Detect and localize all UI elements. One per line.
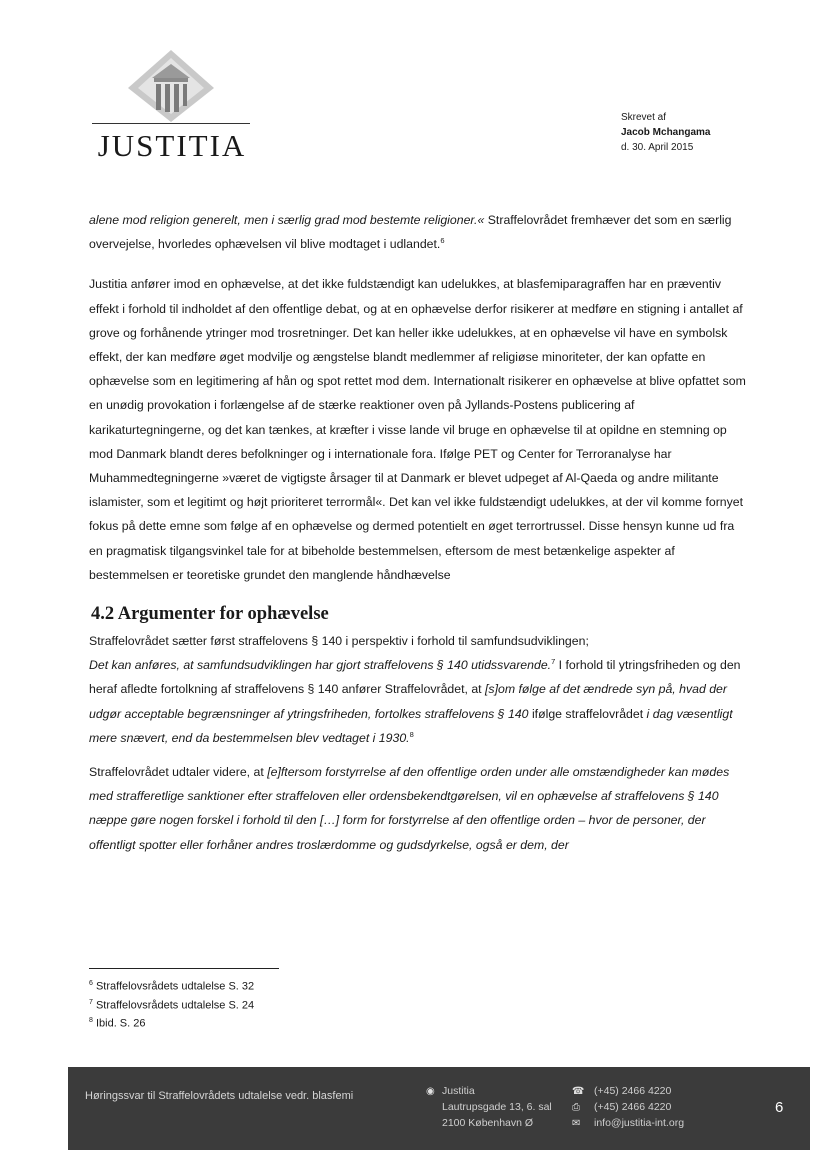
footer-contact bbox=[572, 1083, 684, 1131]
paragraph-2: Justitia anfører imod en ophævelse, at det ikke fuldstændigt kan udelukkes, at blasfemiparagraffen har en præventiv effekt i forhold til indholdet af den offentlige debat, og at en ophævelse derfor risikerer at medføre en stigning i antallet af grove og forhånende ytringer mod trosretninger. Det kan heller ikke udelukkes, at en ophævelse vil have en symbolsk effekt, der kan medføre øget modvilje og ængstelse blandt medlemmer af religiøse minoriteter, der kan opfatte en ophævelse som en legitimering af hån og spot rettet mod dem. Internationalt risikerer en ophævelse at blive opfattet som en unødig provokation i forlængelse af de stærke reaktioner oven på Jyllands-Postens publicering af karikaturtegningerne, og det kan tænkes, at kræfter i visse lande vil bruge en ophævelse til at opildne en stemning op mod Danmark blandt deres befolkninger og i internationale fora. Ifølge PET og Center for Terroranalyse har Muhammedtegningerne »været de vigtigste årsager til at Danmark er blevet udpeget af Al-Qaeda og andre militante islamister, som et legitimt og højt prioriteret terrormål«. Det kan vel ikke fuldstændigt udelukkes, at der vil komme fornyet fokus på dette emne som følge af en ophævelse og dermed potentielt en øget terrortrussel. Disse hensyn kunne ud fra en pragmatisk tilgangsvinkel tale for at bibeholde bestemmelsen, eftersom de mest betænkelige aspekter af bestemmelsen er teoretiske grundet den manglende håndhævelse bbox=[89, 277, 746, 582]
footnote: $^6$ Straffelovsrådets udtalelse S. 32 bbox=[89, 980, 255, 993]
author-block bbox=[621, 110, 710, 155]
author-date: d. 30. April 2015 bbox=[621, 142, 694, 153]
document-body bbox=[89, 208, 749, 867]
footer-fax: (+45) 2466 4220 bbox=[594, 1101, 672, 1113]
footer-street: Lautrupsgade 13, 6. sal bbox=[442, 1101, 552, 1113]
paragraph-text: I forhold til ytringsfriheden og den heraf afledte fortolkning af straffelovens § 140 anfører Straffelovrådet, at bbox=[89, 658, 741, 697]
quote-italic: Det kan anføres, at samfundsudviklingen har gjort straffelovens § 140 utidssvarende. bbox=[89, 658, 552, 673]
footnote-ref-8: 8 bbox=[409, 729, 414, 739]
section-heading: 4.2 Argumenter for ophævelse bbox=[91, 604, 329, 625]
footnote: $^8$ Ibid. S. 26 bbox=[89, 1017, 146, 1030]
phone-icon: ☎ bbox=[572, 1086, 585, 1097]
footnote-divider bbox=[89, 968, 279, 969]
footer-email[interactable]: info@justitia-int.org bbox=[594, 1117, 685, 1129]
paragraph-text: Straffelovrådet udtaler videre, at bbox=[89, 765, 268, 780]
footer-title: Høringssvar til Straffelovrådets udtalelse vedr. blasfemi bbox=[85, 1090, 354, 1102]
paragraph-4 bbox=[89, 760, 749, 857]
map-pin-icon: ◉ bbox=[426, 1086, 435, 1097]
logo-wordmark: JUSTITIA bbox=[97, 128, 247, 163]
footnote-ref-6: 6 bbox=[440, 236, 445, 246]
footnote-ref-7: 7 bbox=[551, 657, 556, 667]
logo-rule bbox=[92, 123, 250, 124]
paragraph-text: Straffelovrådet fremhæver det som en særlig overvejelse, hvorledes ophævelsen vil blive modtaget i udlandet. bbox=[89, 213, 732, 252]
paragraph-text: Straffelovrådet sætter først straffelovens § 140 i perspektiv i forhold til samfundsudviklingen; bbox=[89, 634, 589, 649]
page-number: 6 bbox=[775, 1099, 784, 1116]
quote-italic: i dag væsentligt mere snævert, end da bestemmelsen blev vedtaget i 1930. bbox=[89, 706, 733, 745]
page-footer bbox=[68, 1067, 810, 1150]
footer-phone: (+45) 2466 4220 bbox=[594, 1085, 672, 1097]
footnote: $^7$ Straffelovsrådets udtalelse S. 24 bbox=[89, 998, 255, 1012]
quote-italic: [e]ftersom forstyrrelse af den offentlige orden under alle omstændigheder kan mødes med strafferetlige sanktioner efter straffeloven eller ordensbekendtgørelsen, vil en ophævelse af straffelovens § 140 næppe gøre nogen forskel i forhold til den […] form for forstyrrelse af den offentlige orden – hvor de personer, der offentligt spotter eller forhåner andres troslærdomme og gudsdyrkelse, også er dem, der bbox=[89, 765, 730, 852]
temple-logo-icon bbox=[126, 48, 216, 122]
footer-address bbox=[426, 1083, 552, 1131]
quote-italic: [s]om følge af det ændrede syn på, hvad der udgør acceptable begrænsninger af ytringsfriheden, fortolkes straffelovens § 140 bbox=[89, 682, 727, 721]
footer-org: Justitia bbox=[442, 1085, 475, 1097]
footer-city: 2100 København Ø bbox=[442, 1117, 534, 1129]
justitia-logo bbox=[86, 48, 256, 168]
fax-icon: ⎙ bbox=[572, 1102, 580, 1113]
email-icon: ✉ bbox=[572, 1118, 581, 1129]
footnotes bbox=[89, 976, 254, 1032]
quote-italic: alene mod religion generelt, men i særlig grad mod bestemte religioner.« bbox=[89, 213, 485, 227]
paragraph-text: ifølge straffelovrådet bbox=[528, 706, 647, 721]
author-label: Skrevet af bbox=[621, 112, 667, 123]
paragraph-1 bbox=[89, 208, 749, 256]
author-name: Jacob Mchangama bbox=[621, 127, 711, 138]
paragraph-3 bbox=[89, 629, 749, 750]
